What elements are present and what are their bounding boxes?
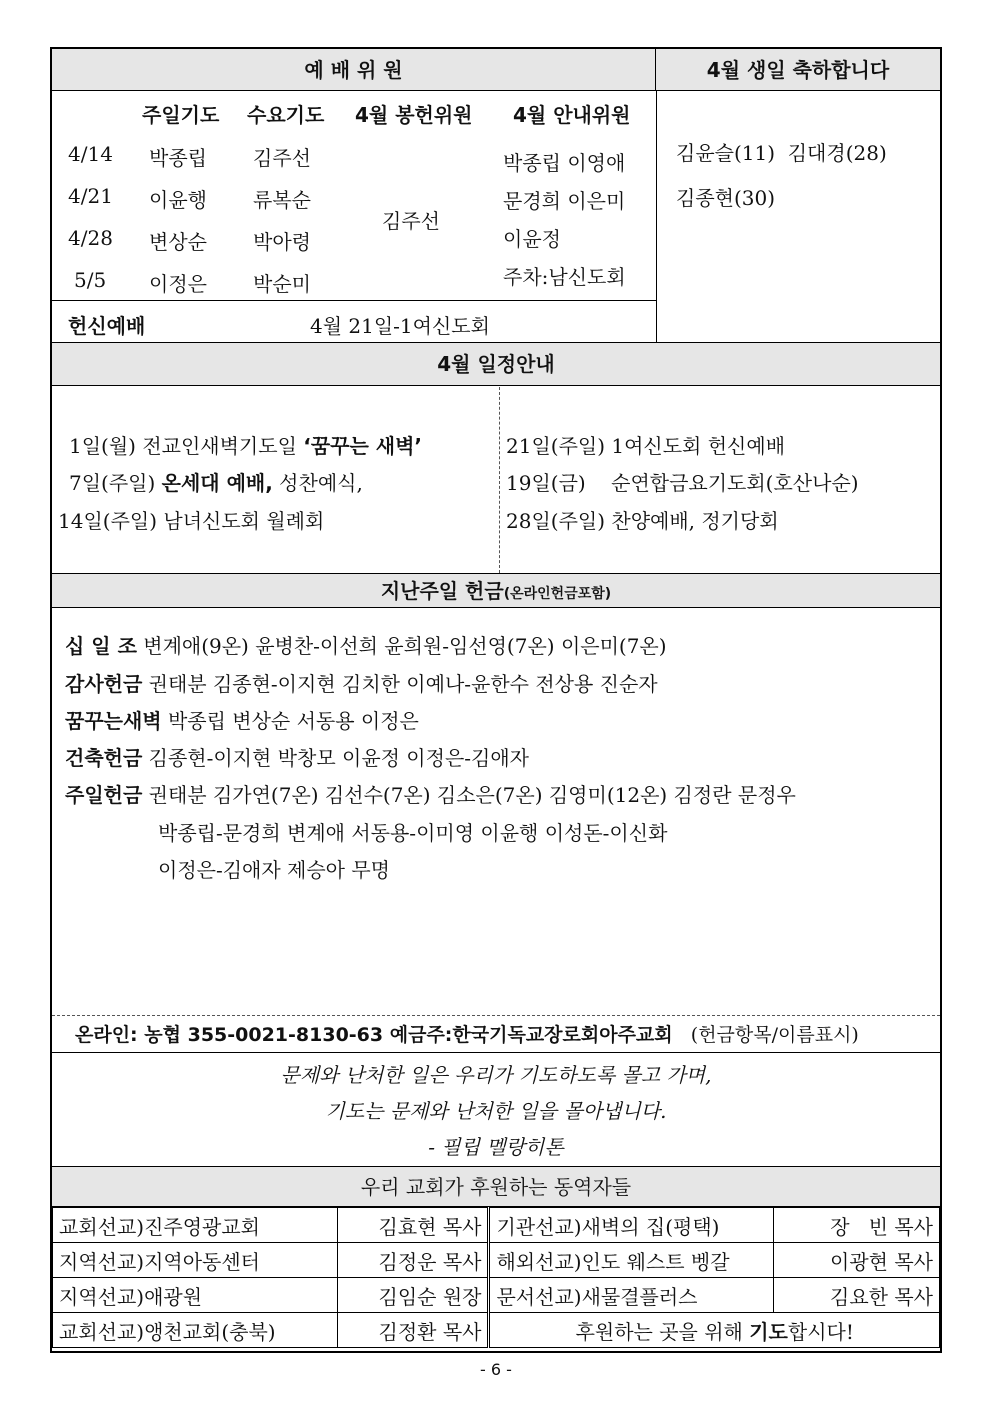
- row-wednesday-name: 박아령: [253, 230, 311, 254]
- offering-continuation: 이정은-김애자 제승아 무명: [158, 858, 390, 882]
- table-row: [53, 1278, 940, 1313]
- row-sunday-name: 박종립: [149, 146, 207, 170]
- row-date: 4/28: [68, 226, 113, 250]
- support-org: 지역선교)지역아동센터: [53, 1243, 338, 1278]
- usher-line: 박종립 이영애: [503, 151, 626, 175]
- birthday-title: 4월 생일 축하합니다: [656, 49, 940, 91]
- row-sunday-name: 변상순: [149, 230, 207, 254]
- support-title: 우리 교회가 후원하는 동역자들: [52, 1167, 940, 1207]
- support-person: 김효현 목사: [337, 1208, 489, 1243]
- dedication-value: 4월 21일-1여신도회: [310, 314, 490, 338]
- usher-line: 문경희 이은미: [503, 189, 626, 213]
- row-sunday-name: 이윤행: [149, 188, 207, 212]
- support-person: 김정운 목사: [337, 1243, 489, 1278]
- online-account: 온라인: 농협 355-0021-8130-63 예금주:한국기독교장로회아주교회 (헌금항목/이름표시): [75, 1024, 859, 1046]
- support-closing: 후원하는 곳을 위해 기도합시다!: [489, 1313, 940, 1348]
- support-org: 문서선교)새물결플러스: [489, 1278, 774, 1313]
- offering-line: 건축헌금 김종현-이지현 박창모 이윤정 이정은-김애자: [65, 746, 529, 770]
- offering-line: 십 일 조 변계애(9온) 윤병찬-이선희 윤희원-임선영(7온) 이은미(7온): [65, 634, 667, 658]
- support-person: 장 빈 목사: [774, 1208, 940, 1243]
- page-number: - 6 -: [480, 1360, 512, 1379]
- row-date: 4/14: [68, 142, 113, 166]
- usher-line: 주차:남신도회: [503, 265, 626, 289]
- support-table: [52, 1207, 940, 1348]
- col-header-sunday-prayer: 주일기도: [142, 103, 220, 127]
- support-org: 교회선교)앵천교회(충북): [53, 1313, 338, 1348]
- support-org: 해외선교)인도 웨스트 벵갈: [489, 1243, 774, 1278]
- schedule-right-item: 28일(주일) 찬양예배, 정기당회: [506, 509, 779, 533]
- support-org: 지역선교)애광원: [53, 1278, 338, 1313]
- col-header-offering: 4월 봉헌위원: [355, 103, 473, 127]
- row-wednesday-name: 박순미: [253, 272, 311, 296]
- col-header-wednesday-prayer: 수요기도: [247, 103, 325, 127]
- usher-line: 이윤정: [503, 227, 561, 251]
- quote-line: 기도는 문제와 난처한 일을 몰아냅니다.: [325, 1099, 667, 1123]
- schedule-right-item: 21일(주일) 1여신도회 헌신예배: [506, 434, 786, 458]
- schedule-divider: [499, 387, 500, 573]
- birthday-line: 김윤슬(11) 김대경(28): [676, 141, 887, 165]
- support-person: 김정환 목사: [337, 1313, 489, 1348]
- support-org: 교회선교)진주영광교회: [53, 1208, 338, 1243]
- support-person: 김임순 원장: [337, 1278, 489, 1313]
- row-date: 5/5: [74, 268, 107, 292]
- quote-author: - 필립 멜랑히톤: [428, 1135, 564, 1159]
- schedule-left-item: 14일(주일) 남녀신도회 월례회: [58, 509, 325, 533]
- offering-member: 김주선: [382, 209, 440, 233]
- worship-committee-title: 예 배 위 원: [52, 49, 656, 91]
- dedication-label: 헌신예배: [68, 314, 146, 338]
- offering-continuation: 박종립-문경희 변계애 서동용-이미영 이윤행 이성돈-이신화: [158, 821, 668, 845]
- offering-title: 지난주일 헌금(온라인헌금포함): [52, 574, 940, 608]
- bulletin-page: [50, 47, 942, 1353]
- table-row: [53, 1243, 940, 1278]
- support-person: 이광현 목사: [774, 1243, 940, 1278]
- quote-line: 문제와 난처한 일은 우리가 기도하도록 몰고 가며,: [280, 1063, 712, 1087]
- col-header-usher: 4월 안내위원: [513, 103, 631, 127]
- offering-line: 꿈꾸는새벽 박종립 변상순 서동용 이정은: [65, 709, 419, 733]
- birthday-line: 김종현(30): [676, 186, 776, 210]
- offering-line: 감사헌금 권태분 김종현-이지현 김치한 이예나-윤한수 전상용 진순자: [65, 672, 658, 696]
- online-divider: [52, 1015, 940, 1016]
- row-date: 4/21: [68, 184, 113, 208]
- row-wednesday-name: 김주선: [253, 146, 311, 170]
- row-wednesday-name: 류복순: [253, 188, 311, 212]
- schedule-left-item: 7일(주일) 온세대 예배, 성찬예식,: [69, 471, 363, 495]
- support-person: 김요한 목사: [774, 1278, 940, 1313]
- support-org: 기관선교)새벽의 집(평택): [489, 1208, 774, 1243]
- row-sunday-name: 이정은: [149, 272, 207, 296]
- schedule-right-item: 19일(금) 순연합금요기도회(호산나순): [506, 471, 859, 495]
- offering-line: 주일헌금 권태분 김가연(7온) 김선수(7온) 김소은(7온) 김영미(12온) 김정란 문정우: [65, 783, 796, 807]
- table-row: [53, 1313, 940, 1348]
- schedule-title: 4월 일정안내: [52, 343, 940, 386]
- table-row: [53, 1208, 940, 1243]
- schedule-left-item: 1일(월) 전교인새벽기도일 ‘꿈꾸는 새벽’: [69, 434, 423, 458]
